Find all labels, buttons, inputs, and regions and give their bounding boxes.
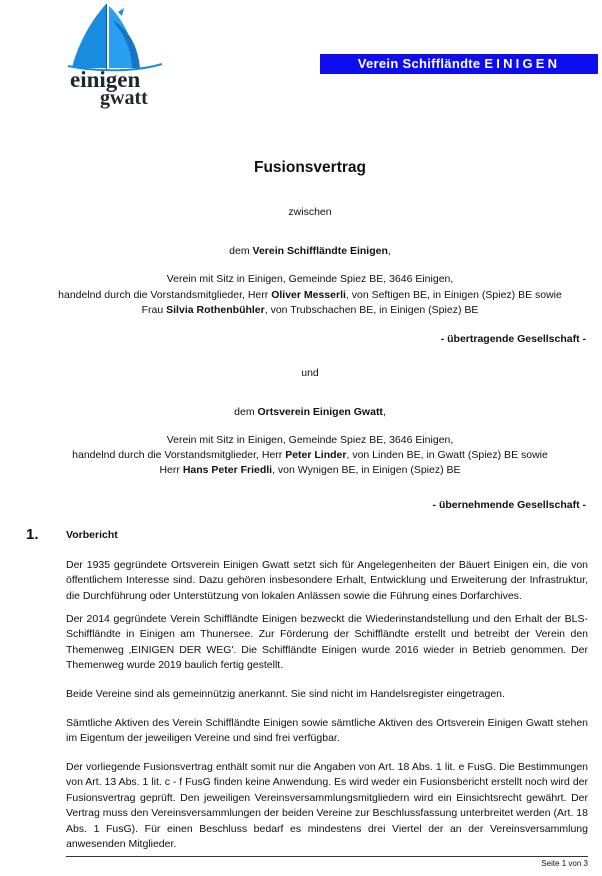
sailboat-icon [66,2,198,74]
party2-rep2-a: Herr [159,464,183,476]
section-title: Vorbericht [66,529,118,541]
party1-suffix: , [387,245,391,257]
party1-rep1-name: Oliver Messerli [271,289,346,301]
party2-suffix: , [382,406,386,418]
party2-rep2-name: Hans Peter Friedli [182,464,273,476]
party1-name: Verein Schiffländte Einigen [252,245,388,257]
party1-rep2-name: Silvia Rothenbühler [166,304,265,316]
party1-name-line [40,243,580,259]
footer-divider [66,856,588,857]
party2-rep1-name: Peter Linder [285,449,347,461]
party1-seat: Verein mit Sitz in Einigen, Gemeinde Spiez BE, 3646 Einigen, [166,273,454,285]
party2-seat: Verein mit Sitz in Einigen, Gemeinde Spiez BE, 3646 Einigen, [166,434,454,446]
banner-text: Verein Schiffländte [357,56,485,71]
party2-rep1 [40,447,580,463]
party1-rep1 [40,287,580,303]
paragraph: Der vorliegende Fusionsvertrag enthält somit nur die Angaben von Art. 18 Abs. 1 lit. e FusG. Die Bestimmungen von Art. 13 Abs. 1 lit. c - f FusG finden keine Anwendung. Es wird weder ein Fusionsbericht erstellt noch wird der Fusionsvertrag geprüft. Den jeweiligen Vereinsversammlungsmitgliedern wird ein Einsichtsrecht gewährt. Der Vertrag muss den Vereinsversammlungen der beiden Vereine zur Beschlussfassung unterbreitet werden (Art. 18 Abs. 1 FusG). Für einen Beschluss bedarf es mindestens drei Viertel der an der Vereinsversammlung anwesenden Mitglieder. [66,761,588,851]
party2-rep2-b: , von Wynigen BE, in Einigen (Spiez) BE [272,464,461,476]
party2-prefix: dem [234,406,258,418]
paragraph: Sämtliche Aktiven des Verein Schiffländte Einigen sowie sämtliche Aktiven des Ortsverein Einigen Gwatt stehen im Eigentum der jeweiligen Vereine und sind frei verfügbar. [66,717,588,745]
document-title: Fusionsvertrag [254,159,366,176]
party1-rep1-a: handelnd durch die Vorstandsmitglieder, Herr [58,289,272,301]
club-name-banner [320,54,598,74]
and-text: und [301,367,319,379]
party2-role: - übernehmende Gesellschaft - [432,499,586,511]
party1-prefix: dem [229,245,253,257]
paragraph: Der 2014 gegründete Verein Schiffländte Einigen bezweckt die Wiederinstandstellung und den Erhalt der BLS-Schiffländte in Einigen am Thunersee. Zur Förderung der Schiffländte erstellt und betreibt der Verein den Themenweg ‚EINIGEN DER WEG'. Die Schiffländte Einigen wurde 2016 wieder in Betrieb genommen. Der Themenweg wurde 2019 baulich fertig gestellt. [66,613,588,672]
club-logo [66,2,198,112]
party2-rep1-a: handelnd durch die Vorstandsmitglieder, Herr [72,449,286,461]
paragraph: Der 1935 gegründete Ortsverein Einigen Gwatt setzt sich für Angelegenheiten der Bäuert Einigen ein, die von öffentlichem Interesse sind. Dazu gehören insbesondere Erhalt, Entwicklung und Erweiterung der Infrastruktur, die Durchführung oder Unterstützung von lokalen Anlässen sowie die Führung eines Dorfarchives. [66,559,588,602]
between-text: zwischen [288,206,332,218]
party1-rep2 [40,302,580,318]
section-number: 1. [26,526,39,543]
party1-rep2-a: Frau [141,304,167,316]
logo-text-gwatt: gwatt [100,87,148,109]
party2-rep2 [40,462,580,478]
party2-name-line [40,404,580,420]
party2-name: Ortsverein Einigen Gwatt [257,406,383,418]
party1-rep1-b: , von Seftigen BE, in Einigen (Spiez) BE sowie [345,289,562,301]
party1-rep2-b: , von Trubschachen BE, in Einigen (Spiez) BE [264,304,479,316]
party1-role: - übertragende Gesellschaft - [440,333,586,345]
logo-text-einigen: einigen [70,67,141,92]
page-number: Seite 1 von 3 [541,859,588,868]
party2-rep1-b: , von Linden BE, in Gwatt (Spiez) BE sowie [346,449,548,461]
banner-spaced-text: EINIGEN [484,56,561,71]
paragraph: Beide Vereine sind als gemeinnützig anerkannt. Sie sind nicht im Handelsregister eingetragen. [66,688,505,700]
